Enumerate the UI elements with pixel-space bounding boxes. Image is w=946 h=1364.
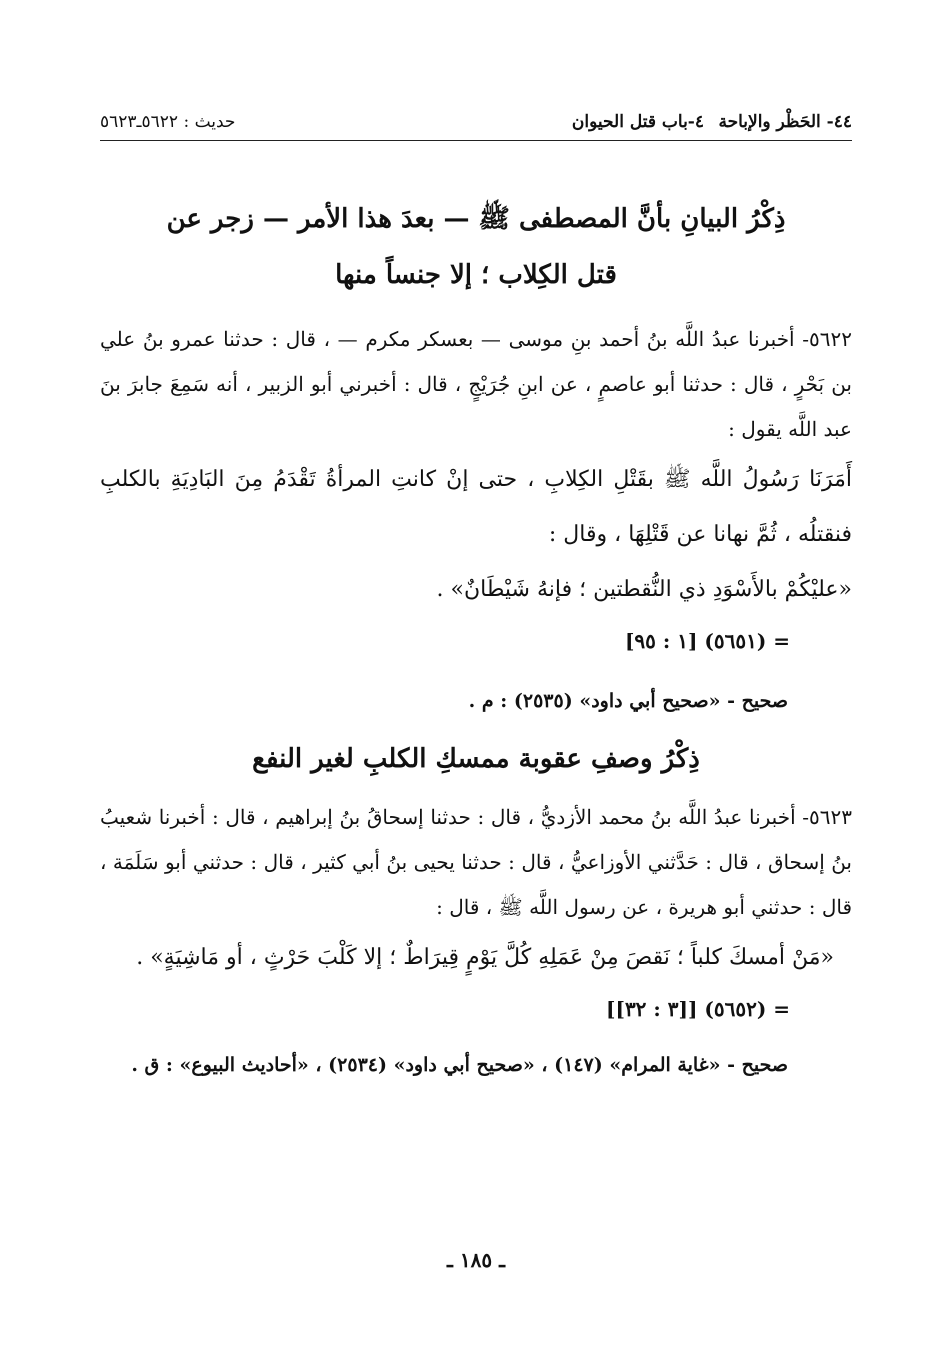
section2-grade: صحيح - «غاية المرام» (١٤٧) ، «صحيح أبي داود» (٢٥٣٤) ، «أحاديث البيوع» : ق .	[131, 1054, 788, 1076]
section1-title-line2: قتل الكِلاب ؛ إلا جنساً منها	[335, 260, 617, 290]
section1-cross-reference: = (٥٦٥١) [١ : ٩٥]	[624, 629, 790, 653]
running-header	[100, 100, 852, 141]
header-bab: ٤-باب قتل الحيوان	[571, 112, 704, 132]
section2-isnad: ٥٦٢٣- أخبرنا عبدُ اللَّه بنُ محمد الأزديُّ ، قال : حدثنا إسحاقُ بنُ إبراهيم ، قال : أخبرنا شعيبُ بنُ إسحاق ، قال : حَدَّثني الأوزاعيُّ ، قال : حدثنا يحيى بنُ أبي كثير ، قال : حدثني أبو سَلَمَة ، قال : حدثني أبو هريرة ، عن رسول اللَّه ﷺ ، قال :	[100, 805, 852, 919]
section1-matn: أَمَرَنَا رَسُولُ اللَّه ﷺ بقَتْلِ الكِلابِ ، حتى إنْ كانتِ المرأةُ تَقْدَمُ مِنَ البَادِيَةِ بالكلبِ فنقتلُه ، ثُمَّ نهانا عن قَتْلِهَا ، وقال :	[100, 467, 852, 547]
section2-cross-reference: = (٥٦٥٢) [[٣ : ٣٢]]	[606, 997, 790, 1021]
header-hadith-range: حديث : ٥٦٢٢ـ٥٦٢٣	[100, 112, 236, 132]
section1-matn-quote: «عليْكُمْ بالأَسْوَدِ ذي النُّقطتين ؛ فإنهُ شَيْطَانٌ» .	[436, 577, 852, 602]
section1-title-line1: ذِكْرُ البيانِ بأنَّ المصطفى ﷺ — بعدَ هذا الأمر — زجر عن	[166, 204, 786, 234]
section2-matn: «مَنْ أمسكَ كلباً ؛ نَقصَ مِنْ عَمَلِهِ كُلَّ يَوْمٍ قِيرَاطٌ ؛ إلا كَلْبَ حَرْثٍ ، أو مَاشِيَةٍ» .	[136, 945, 834, 970]
section2-title: ذِكْرُ وصفِ عقوبة ممسكِ الكلبِ لغير النفع	[252, 744, 700, 774]
page-number: ـ ١٨٥ ـ	[447, 1248, 505, 1272]
book-page	[100, 100, 852, 1300]
section1-grade: صحيح - «صحيح أبي داود» (٢٥٣٥) : م .	[468, 690, 788, 712]
section1-isnad: ٥٦٢٢- أخبرنا عبدُ اللَّه بنُ أحمد بنِ موسى — بعسكر مكرم — ، قال : حدثنا عمرو بنُ علي بن بَحْرٍ ، قال : حدثنا أبو عاصمٍ ، عن ابنِ جُرَيْجٍ ، قال : أخبرني أبو الزبير ، أنه سَمِعَ جابرَ بنَ عبد اللَّه يقول :	[100, 327, 852, 441]
header-chapter: ٤٤- الحَظْر والإباحة	[718, 112, 852, 132]
